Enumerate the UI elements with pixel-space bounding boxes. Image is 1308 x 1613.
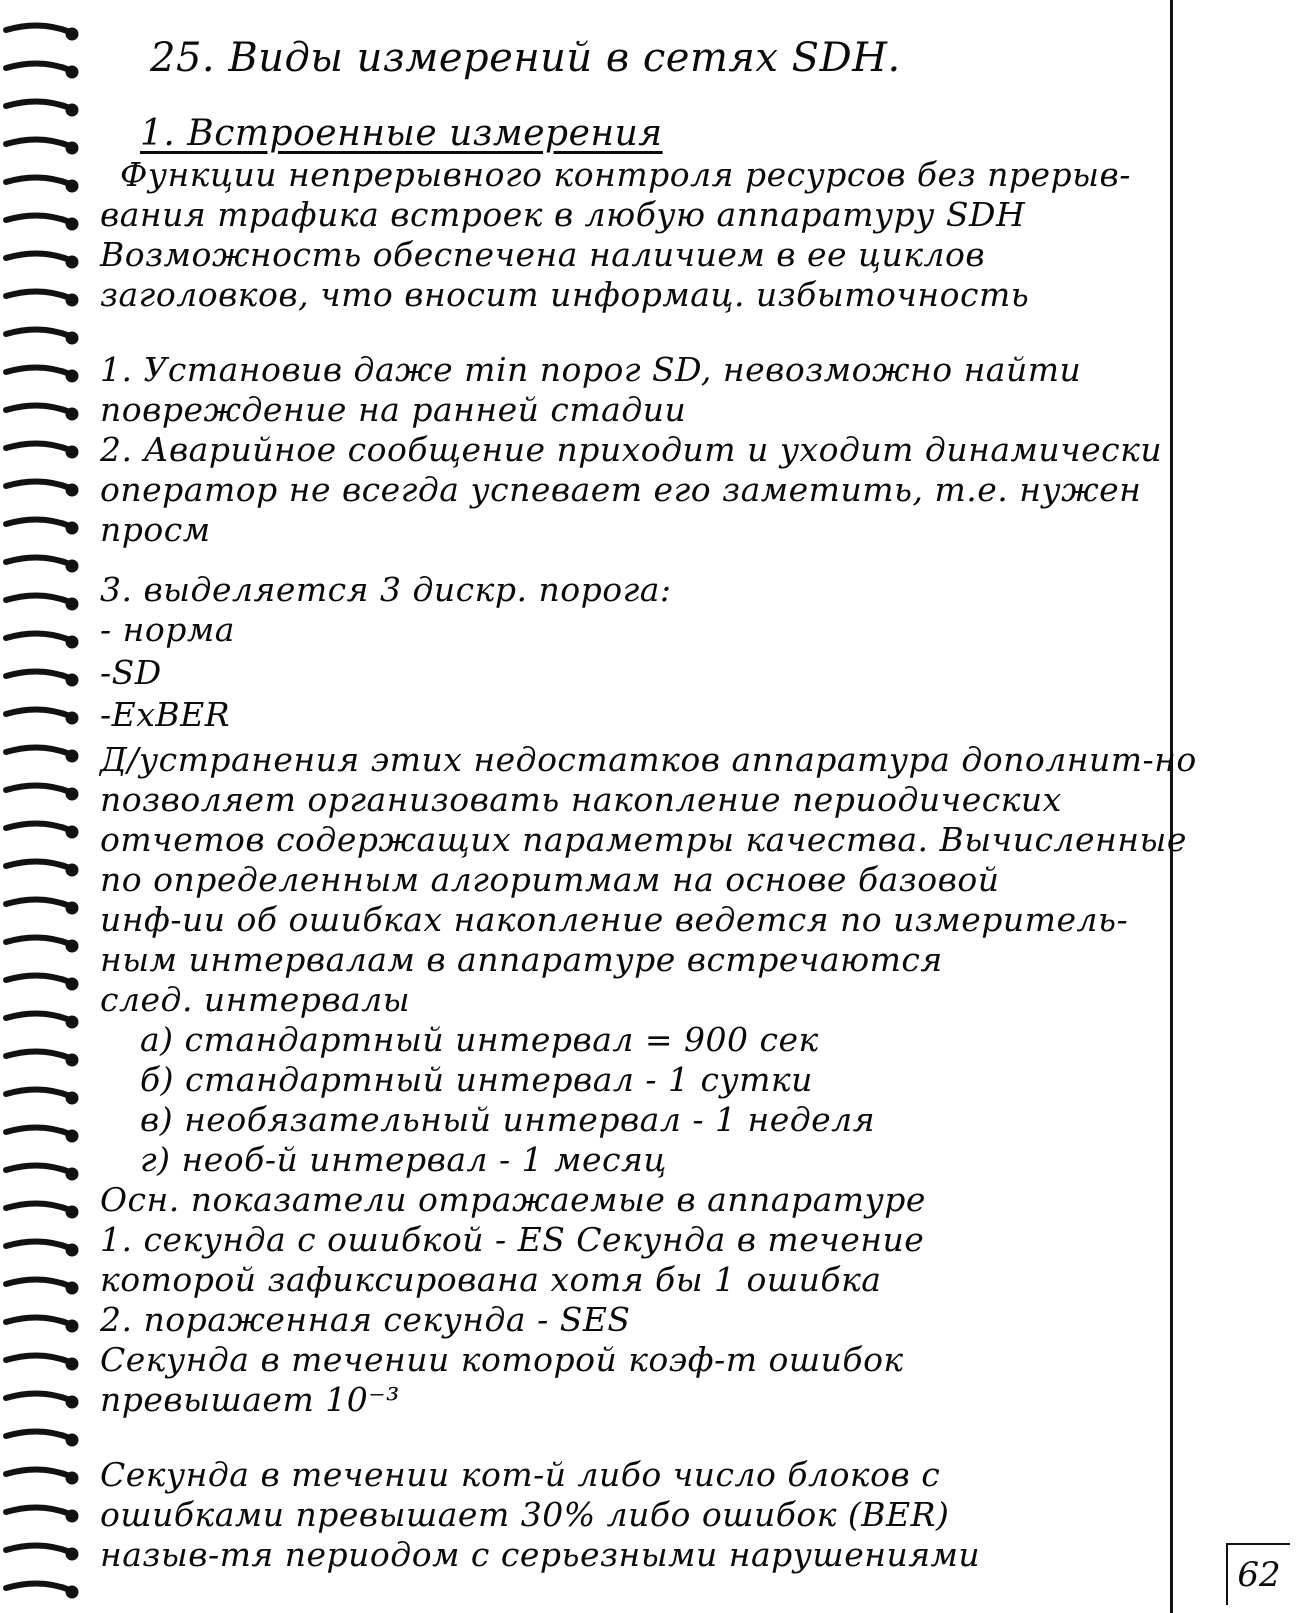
spiral-ring [6,671,70,678]
spiral-ring [6,709,70,716]
spiral-ring [6,633,70,640]
spiral-hole [66,560,78,572]
spiral-ring [6,1545,70,1552]
text-line: вания трафика встроек в любую аппаратуру SDH [100,195,1026,234]
spiral-ring [6,367,70,374]
spiral-ring [6,1241,70,1248]
spiral-ring [6,481,70,488]
spiral-ring [6,1583,70,1590]
spiral-ring [6,25,70,32]
spiral-hole [66,978,78,990]
spiral-hole [66,218,78,230]
spiral-hole [66,408,78,420]
list-item: б) стандартный интервал - 1 сутки [140,1060,813,1099]
spiral-binding [0,0,100,1613]
spiral-ring [6,1469,70,1476]
section-heading: 1. Встроенные измерения [140,113,663,154]
list-item: а) стандартный интервал = 900 сек [140,1020,819,1059]
spiral-hole [66,256,78,268]
spiral-hole [66,104,78,116]
text-line: 1. Установив даже min порог SD, невозможно найти [100,350,1082,389]
spiral-hole [66,1016,78,1028]
spiral-hole [66,1092,78,1104]
spiral-ring [6,63,70,70]
text-line: след. интервалы [100,980,411,1019]
spiral-hole [66,294,78,306]
spiral-ring [6,1165,70,1172]
text-line: повреждение на ранней стадии [100,390,687,429]
list-item: в) необязательный интервал - 1 неделя [140,1100,876,1139]
text-line: отчетов содержащих параметры качества. Вычисленные [100,820,1187,859]
spiral-ring [6,139,70,146]
text-line: Секунда в течении кот-й либо число блоков с [100,1455,941,1494]
spiral-ring [6,1089,70,1096]
list-item: г) необ-й интервал - 1 месяц [140,1140,667,1179]
spiral-ring [6,291,70,298]
text-line: Секунда в течении которой коэф-т ошибок [100,1340,904,1379]
text-line: Возможность обеспечена наличием в ее циклов [100,235,986,274]
spiral-hole [66,1206,78,1218]
text-line: оператор не всегда успевает его заметить, т.е. нужен [100,470,1142,509]
spiral-hole [66,180,78,192]
spiral-hole [66,1472,78,1484]
text-line: Д/устранения этих недостатков аппаратура дополнит-но [100,740,1197,779]
text-line: просм [100,510,211,549]
spiral-hole [66,446,78,458]
text-line: 2. пораженная секунда - SES [100,1300,631,1339]
text-line: по определенным алгоритмам на основе базовой [100,860,1000,899]
spiral-ring [6,253,70,260]
spiral-ring [6,1279,70,1286]
spiral-ring [6,1051,70,1058]
text-line: Функции непрерывного контроля ресурсов без прерыв- [120,155,1131,194]
text-line: превышает 10⁻³ [100,1380,400,1419]
text-line: ным интервалам в аппаратуре встречаются [100,940,943,979]
text-line: Осн. показатели отражаемые в аппаратуре [100,1180,926,1219]
spiral-hole [66,28,78,40]
spiral-ring [6,1013,70,1020]
spiral-hole [66,332,78,344]
spiral-ring [6,101,70,108]
list-item: -ExBER [100,695,231,734]
spiral-ring [6,937,70,944]
spiral-ring [6,443,70,450]
text-line: инф-ии об ошибках накопление ведется по измеритель- [100,900,1129,939]
spiral-hole [66,370,78,382]
text-line: ошибками превышает 30% либо ошибок (BER) [100,1495,950,1534]
spiral-hole [66,902,78,914]
spiral-ring [6,405,70,412]
spiral-hole [66,1358,78,1370]
spiral-hole [66,750,78,762]
text-line: 2. Аварийное сообщение приходит и уходит динамически [100,430,1163,469]
spiral-ring [6,975,70,982]
text-line: заголовков, что вносит информац. избыточность [100,275,1030,314]
spiral-hole [66,1586,78,1598]
spiral-rings-icon [0,0,100,1613]
spiral-ring [6,1355,70,1362]
text-line: 1. секунда с ошибкой - ES Секунда в течение [100,1220,925,1259]
spiral-hole [66,598,78,610]
spiral-ring [6,329,70,336]
spiral-ring [6,557,70,564]
spiral-ring [6,1317,70,1324]
spiral-ring [6,823,70,830]
spiral-hole [66,66,78,78]
spiral-hole [66,1548,78,1560]
spiral-ring [6,215,70,222]
spiral-hole [66,1130,78,1142]
spiral-hole [66,826,78,838]
spiral-ring [6,595,70,602]
spiral-ring [6,1127,70,1134]
spiral-hole [66,864,78,876]
spiral-hole [66,1054,78,1066]
text-line: которой зафиксирована хотя бы 1 ошибка [100,1260,882,1299]
spiral-hole [66,484,78,496]
notebook-page [100,18,1295,1578]
spiral-hole [66,1396,78,1408]
text-line: назыв-тя периодом с серьезными нарушениями [100,1535,981,1574]
spiral-hole [66,940,78,952]
spiral-hole [66,1168,78,1180]
page-title: 25. Виды измерений в сетях SDH. [150,35,901,81]
spiral-hole [66,1282,78,1294]
spiral-hole [66,1434,78,1446]
spiral-hole [66,1320,78,1332]
spiral-ring [6,747,70,754]
spiral-ring [6,861,70,868]
page-number: 62 [1226,1543,1290,1605]
spiral-ring [6,519,70,526]
spiral-ring [6,177,70,184]
spiral-hole [66,636,78,648]
list-item: -SD [100,653,162,692]
spiral-ring [6,1507,70,1514]
spiral-hole [66,522,78,534]
spiral-hole [66,674,78,686]
spiral-hole [66,712,78,724]
spiral-ring [6,785,70,792]
spiral-ring [6,899,70,906]
spiral-ring [6,1203,70,1210]
spiral-hole [66,142,78,154]
text-line: 3. выделяется 3 дискр. порога: [100,570,672,609]
spiral-hole [66,1244,78,1256]
spiral-ring [6,1393,70,1400]
spiral-ring [6,1431,70,1438]
spiral-hole [66,788,78,800]
text-line: позволяет организовать накопление периодических [100,780,1062,819]
list-item: - норма [100,610,235,649]
spiral-hole [66,1510,78,1522]
